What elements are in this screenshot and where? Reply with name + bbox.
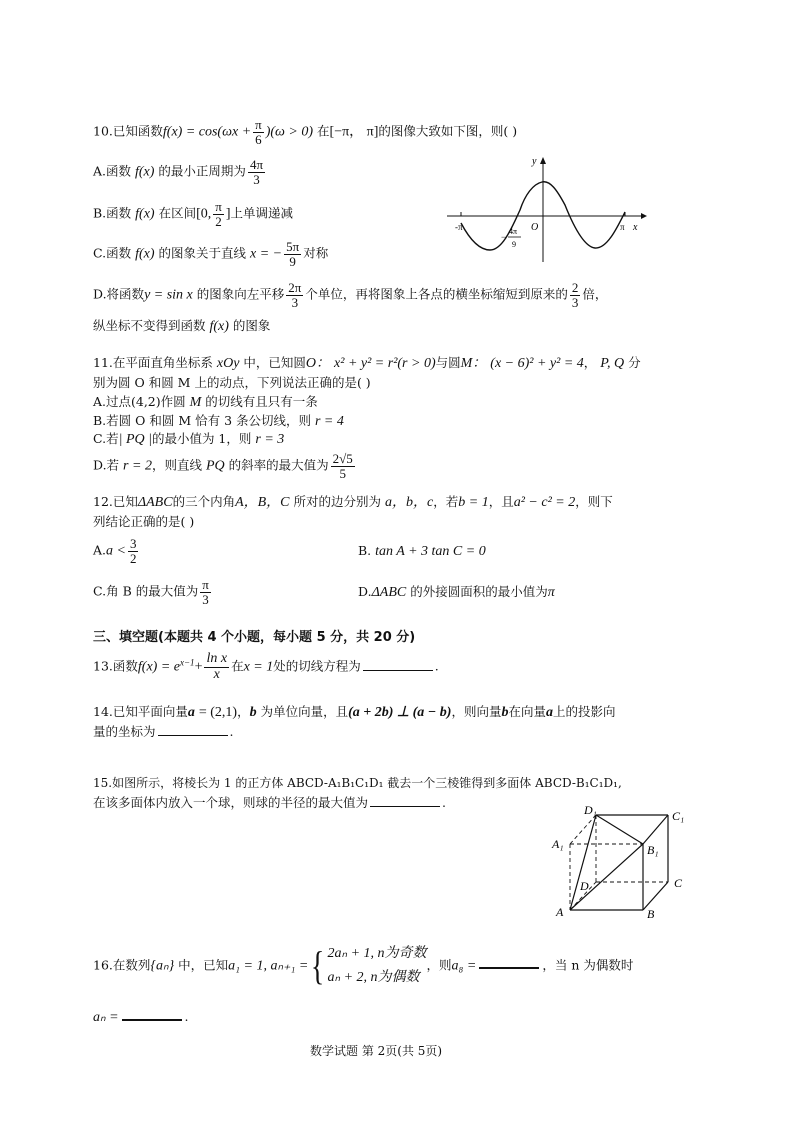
- pos-pi-label: π: [620, 222, 625, 232]
- vertex-d1: D₁: [584, 803, 597, 817]
- page-footer: 数学试题 第 2页(共 5页): [310, 1044, 443, 1058]
- vertex-a1: A₁: [552, 837, 564, 851]
- q16-a8-blank[interactable]: [479, 957, 539, 969]
- q14-answer-blank[interactable]: [158, 725, 228, 736]
- vertex-c: C: [674, 876, 683, 890]
- q13-answer-blank[interactable]: [363, 660, 433, 671]
- q10-option-b: B.函数 f(x) 在区间[0, $\frac{\pi}{2}$ ]上单调递减: [93, 199, 294, 229]
- vertex-c1: C₁: [672, 809, 685, 823]
- x-axis-label: x: [633, 222, 638, 233]
- q12-stem: 12.已知ΔABC的三个内角A，B，C 所对的边分别为 a，b，c，若b = 1，且a² − c² = 2，则下: [93, 494, 613, 510]
- q14: 14.已知平面向量a = (2,1)，b 为单位向量，且(a + 2b) ⊥ (a − b)，则向量b在向量a上的投影向: [93, 704, 616, 720]
- q10-option-d: D.将函数y = sin x 的图象向左平移 $\frac{2\pi}{3}$ 个单位，再将图象上各点的横坐标缩短到原来的 $\frac{2}{3}$ 倍，: [93, 280, 608, 310]
- q11-option-c: C.若| PQ |的最小值为 1，则 r = 3: [93, 431, 285, 447]
- q12-option-c: C.角 B 的最大值为 $\frac{\pi}{3}$: [93, 577, 209, 607]
- q10-option-c: C.函数 f(x) 的图象关于直线 x = − $\frac{5\pi}{9}$ 对称: [93, 239, 329, 269]
- neg-pi-label: -π: [455, 222, 463, 232]
- q15-answer-blank[interactable]: [370, 796, 440, 807]
- origin-label: O: [531, 222, 539, 233]
- edge-c1-b1: [643, 815, 668, 844]
- edge-d1-b1: [596, 815, 643, 844]
- cases-brace: {: [311, 942, 325, 988]
- q12-option-a: A.a < $\frac{3}{2}$: [93, 536, 137, 566]
- q11-option-b: B.若圆 O 和圆 M 恰有 3 条公切线，则 r = 4: [93, 413, 344, 429]
- edge-b-c: [643, 882, 668, 910]
- q15-line2: 在该多面体内放入一个球，则球的半径的最大值为 .: [93, 795, 446, 810]
- q10-option-a: A.函数 f(x) 的最小正周期为 $\frac{4\pi}{3}$: [93, 157, 264, 187]
- q11-option-d: D.若 r = 2，则直线 PQ 的斜率的最大值为 $\frac{2√5}{5}$: [93, 451, 353, 481]
- edge-a-b1: [570, 844, 643, 910]
- q16: 16.在数列{aₙ} 中，已知a₁ = 1, aₙ₊₁ ={ 2aₙ + 1, n为奇数 aₙ + 2, n为偶数 ，则a₈ = ，当 n 为偶数时: [93, 942, 634, 988]
- q16-an-blank[interactable]: [122, 1009, 182, 1021]
- q10-stem: 10.已知函数f(x) = cos(ωx + $\frac{\pi}{6}$ )(ω > 0) 在[−π， π]的图像大致如下图，则( ): [93, 117, 518, 147]
- q13: 13.函数$f(x) = e^{x-1}+$ $\frac{\text{ln x}}{x}$ 在x = 1处的切线方程为 .: [93, 651, 439, 682]
- cosine-graph: [445, 150, 650, 265]
- q14-line2: 量的坐标为 .: [93, 724, 234, 739]
- x-axis-arrow: [641, 213, 647, 219]
- tick-frac-den: 9: [512, 240, 516, 249]
- q12-option-b: B. tan A + 3 tan C = 0: [358, 543, 486, 559]
- polyhedron-figure: [548, 800, 698, 925]
- q11-option-a: A.过点(4,2)作圆 M 的切线有且只有一条: [93, 394, 318, 410]
- y-axis-arrow: [540, 157, 546, 164]
- section-heading-fill-blank: 三、填空题(本题共 4 个小题，每小题 5 分，共 20 分): [93, 630, 416, 645]
- q11-stem: 11.在平面直角坐标系 xOy 中，已知圆O： x² + y² = r²(r > 0)与圆M： (x − 6)² + y² = 4， P, Q 分: [93, 355, 641, 371]
- vertex-b: B: [647, 907, 655, 921]
- q15: 15.如图所示，将棱长为 1 的正方体 ABCD-A₁B₁C₁D₁ 截去一个三棱锥得到多面体 ABCD-B₁C₁D₁,: [93, 776, 622, 790]
- edge-a-d1: [570, 815, 596, 910]
- q16-line2: aₙ = .: [93, 1009, 189, 1025]
- vertex-b1: B₁: [647, 843, 659, 857]
- q12-option-d: D.ΔABC 的外接圆面积的最小值为π: [358, 584, 555, 600]
- q10-option-d-line2: 纵坐标不变得到函数 f(x) 的图象: [93, 318, 271, 334]
- y-axis-label: y: [532, 156, 537, 167]
- tick-frac-num: 4π: [509, 227, 518, 236]
- vertex-d: D: [580, 879, 589, 893]
- vertex-a: A: [556, 905, 564, 919]
- tick-minus: −: [501, 232, 507, 242]
- q11-stem-line2: 别为圆 O 和圆 M 上的动点，下列说法正确的是( ): [93, 375, 371, 390]
- q12-stem-line2: 列结论正确的是( ): [93, 514, 195, 529]
